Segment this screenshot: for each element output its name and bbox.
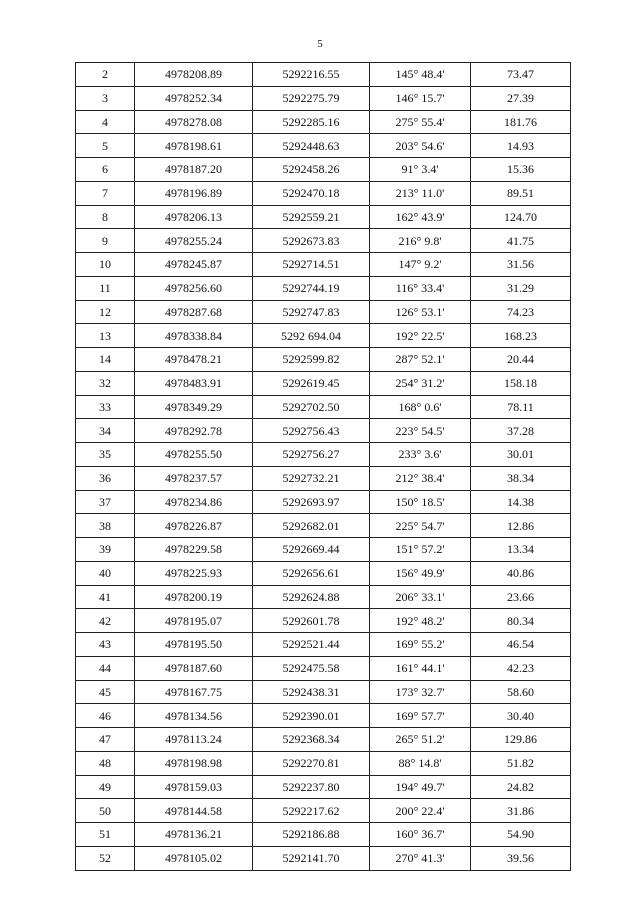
bearing-cell: 88° 14.8' — [370, 751, 471, 775]
distance-cell: 14.93 — [471, 134, 571, 158]
x-coordinate-cell: 4978187.60 — [135, 656, 253, 680]
distance-cell: 74.23 — [471, 300, 571, 324]
x-coordinate-cell: 4978159.03 — [135, 775, 253, 799]
y-coordinate-cell: 5292756.27 — [253, 443, 370, 467]
bearing-cell: 169° 57.7' — [370, 704, 471, 728]
point-number-cell: 49 — [76, 775, 135, 799]
x-coordinate-cell: 4978292.78 — [135, 419, 253, 443]
bearing-cell: 275° 55.4' — [370, 110, 471, 134]
bearing-cell: 160° 36.7' — [370, 823, 471, 847]
point-number-cell: 34 — [76, 419, 135, 443]
y-coordinate-cell: 5292624.88 — [253, 585, 370, 609]
distance-cell: 78.11 — [471, 395, 571, 419]
x-coordinate-cell: 4978198.98 — [135, 751, 253, 775]
bearing-cell: 168° 0.6' — [370, 395, 471, 419]
point-number-cell: 52 — [76, 846, 135, 870]
x-coordinate-cell: 4978195.50 — [135, 633, 253, 657]
y-coordinate-cell: 5292368.34 — [253, 728, 370, 752]
x-coordinate-cell: 4978105.02 — [135, 846, 253, 870]
y-coordinate-cell: 5292559.21 — [253, 205, 370, 229]
x-coordinate-cell: 4978198.61 — [135, 134, 253, 158]
bearing-cell: 161° 44.1' — [370, 656, 471, 680]
y-coordinate-cell: 5292141.70 — [253, 846, 370, 870]
distance-cell: 46.54 — [471, 633, 571, 657]
point-number-cell: 50 — [76, 799, 135, 823]
x-coordinate-cell: 4978206.13 — [135, 205, 253, 229]
point-number-cell: 38 — [76, 514, 135, 538]
point-number-cell: 8 — [76, 205, 135, 229]
table-row — [76, 229, 571, 253]
table-row — [76, 823, 571, 847]
distance-cell: 168.23 — [471, 324, 571, 348]
y-coordinate-cell: 5292656.61 — [253, 561, 370, 585]
bearing-cell: 146° 15.7' — [370, 86, 471, 110]
point-number-cell: 39 — [76, 538, 135, 562]
table-row — [76, 585, 571, 609]
point-number-cell: 40 — [76, 561, 135, 585]
point-number-cell: 36 — [76, 466, 135, 490]
distance-cell: 58.60 — [471, 680, 571, 704]
bearing-cell: 216° 9.8' — [370, 229, 471, 253]
x-coordinate-cell: 4978245.87 — [135, 253, 253, 277]
table-row — [76, 775, 571, 799]
table-row — [76, 656, 571, 680]
distance-cell: 73.47 — [471, 63, 571, 87]
point-number-cell: 14 — [76, 348, 135, 372]
distance-cell: 39.56 — [471, 846, 571, 870]
point-number-cell: 11 — [76, 276, 135, 300]
x-coordinate-cell: 4978255.50 — [135, 443, 253, 467]
bearing-cell: 223° 54.5' — [370, 419, 471, 443]
y-coordinate-cell: 5292217.62 — [253, 799, 370, 823]
y-coordinate-cell: 5292673.83 — [253, 229, 370, 253]
table-row — [76, 704, 571, 728]
table-row — [76, 86, 571, 110]
point-number-cell: 10 — [76, 253, 135, 277]
distance-cell: 20.44 — [471, 348, 571, 372]
table-row — [76, 63, 571, 87]
x-coordinate-cell: 4978113.24 — [135, 728, 253, 752]
table-row — [76, 205, 571, 229]
y-coordinate-cell: 5292732.21 — [253, 466, 370, 490]
bearing-cell: 169° 55.2' — [370, 633, 471, 657]
bearing-cell: 270° 41.3' — [370, 846, 471, 870]
x-coordinate-cell: 4978237.57 — [135, 466, 253, 490]
table-row — [76, 846, 571, 870]
table-row — [76, 799, 571, 823]
bearing-cell: 91° 3.4' — [370, 158, 471, 182]
bearing-cell: 145° 48.4' — [370, 63, 471, 87]
bearing-cell: 194° 49.7' — [370, 775, 471, 799]
y-coordinate-cell: 5292470.18 — [253, 181, 370, 205]
bearing-cell: 233° 3.6' — [370, 443, 471, 467]
bearing-cell: 203° 54.6' — [370, 134, 471, 158]
distance-cell: 24.82 — [471, 775, 571, 799]
bearing-cell: 126° 53.1' — [370, 300, 471, 324]
table-row — [76, 276, 571, 300]
point-number-cell: 5 — [76, 134, 135, 158]
page-number: 5 — [317, 38, 323, 50]
x-coordinate-cell: 4978200.19 — [135, 585, 253, 609]
y-coordinate-cell: 5292682.01 — [253, 514, 370, 538]
distance-cell: 31.86 — [471, 799, 571, 823]
y-coordinate-cell: 5292 694.04 — [253, 324, 370, 348]
bearing-cell: 254° 31.2' — [370, 371, 471, 395]
point-number-cell: 9 — [76, 229, 135, 253]
table-row — [76, 466, 571, 490]
distance-cell: 23.66 — [471, 585, 571, 609]
distance-cell: 13.34 — [471, 538, 571, 562]
y-coordinate-cell: 5292438.31 — [253, 680, 370, 704]
y-coordinate-cell: 5292619.45 — [253, 371, 370, 395]
y-coordinate-cell: 5292448.63 — [253, 134, 370, 158]
table-row — [76, 134, 571, 158]
distance-cell: 181.76 — [471, 110, 571, 134]
distance-cell: 27.39 — [471, 86, 571, 110]
x-coordinate-cell: 4978208.89 — [135, 63, 253, 87]
distance-cell: 80.34 — [471, 609, 571, 633]
x-coordinate-cell: 4978229.58 — [135, 538, 253, 562]
y-coordinate-cell: 5292458.26 — [253, 158, 370, 182]
y-coordinate-cell: 5292599.82 — [253, 348, 370, 372]
bearing-cell: 147° 9.2' — [370, 253, 471, 277]
point-number-cell: 47 — [76, 728, 135, 752]
table-row — [76, 728, 571, 752]
point-number-cell: 4 — [76, 110, 135, 134]
y-coordinate-cell: 5292756.43 — [253, 419, 370, 443]
bearing-cell: 287° 52.1' — [370, 348, 471, 372]
point-number-cell: 12 — [76, 300, 135, 324]
point-number-cell: 43 — [76, 633, 135, 657]
table-row — [76, 395, 571, 419]
point-number-cell: 2 — [76, 63, 135, 87]
x-coordinate-cell: 4978478.21 — [135, 348, 253, 372]
x-coordinate-cell: 4978278.08 — [135, 110, 253, 134]
distance-cell: 38.34 — [471, 466, 571, 490]
x-coordinate-cell: 4978195.07 — [135, 609, 253, 633]
x-coordinate-cell: 4978483.91 — [135, 371, 253, 395]
table-row — [76, 561, 571, 585]
y-coordinate-cell: 5292275.79 — [253, 86, 370, 110]
table-row — [76, 371, 571, 395]
bearing-cell: 150° 18.5' — [370, 490, 471, 514]
x-coordinate-cell: 4978134.56 — [135, 704, 253, 728]
y-coordinate-cell: 5292669.44 — [253, 538, 370, 562]
table-row — [76, 348, 571, 372]
point-number-cell: 37 — [76, 490, 135, 514]
table-row — [76, 538, 571, 562]
distance-cell: 37.28 — [471, 419, 571, 443]
y-coordinate-cell: 5292270.81 — [253, 751, 370, 775]
point-number-cell: 45 — [76, 680, 135, 704]
x-coordinate-cell: 4978287.68 — [135, 300, 253, 324]
x-coordinate-cell: 4978136.21 — [135, 823, 253, 847]
distance-cell: 40.86 — [471, 561, 571, 585]
table-row — [76, 158, 571, 182]
bearing-cell: 162° 43.9' — [370, 205, 471, 229]
y-coordinate-cell: 5292237.80 — [253, 775, 370, 799]
point-number-cell: 7 — [76, 181, 135, 205]
table-row — [76, 324, 571, 348]
distance-cell: 89.51 — [471, 181, 571, 205]
y-coordinate-cell: 5292702.50 — [253, 395, 370, 419]
bearing-cell: 116° 33.4' — [370, 276, 471, 300]
table-row — [76, 110, 571, 134]
point-number-cell: 35 — [76, 443, 135, 467]
table-row — [76, 490, 571, 514]
point-number-cell: 48 — [76, 751, 135, 775]
point-number-cell: 13 — [76, 324, 135, 348]
point-number-cell: 32 — [76, 371, 135, 395]
point-number-cell: 42 — [76, 609, 135, 633]
point-number-cell: 46 — [76, 704, 135, 728]
distance-cell: 12.86 — [471, 514, 571, 538]
bearing-cell: 265° 51.2' — [370, 728, 471, 752]
x-coordinate-cell: 4978144.58 — [135, 799, 253, 823]
y-coordinate-cell: 5292693.97 — [253, 490, 370, 514]
point-number-cell: 3 — [76, 86, 135, 110]
table-row — [76, 680, 571, 704]
distance-cell: 51.82 — [471, 751, 571, 775]
y-coordinate-cell: 5292285.16 — [253, 110, 370, 134]
x-coordinate-cell: 4978226.87 — [135, 514, 253, 538]
x-coordinate-cell: 4978252.34 — [135, 86, 253, 110]
x-coordinate-cell: 4978255.24 — [135, 229, 253, 253]
bearing-cell: 192° 22.5' — [370, 324, 471, 348]
table-row — [76, 419, 571, 443]
bearing-cell: 213° 11.0' — [370, 181, 471, 205]
y-coordinate-cell: 5292601.78 — [253, 609, 370, 633]
x-coordinate-cell: 4978256.60 — [135, 276, 253, 300]
bearing-cell: 151° 57.2' — [370, 538, 471, 562]
point-number-cell: 51 — [76, 823, 135, 847]
distance-cell: 30.40 — [471, 704, 571, 728]
distance-cell: 14.38 — [471, 490, 571, 514]
table-row — [76, 514, 571, 538]
bearing-cell: 173° 32.7' — [370, 680, 471, 704]
bearing-cell: 156° 49.9' — [370, 561, 471, 585]
distance-cell: 15.36 — [471, 158, 571, 182]
table-row — [76, 181, 571, 205]
bearing-cell: 206° 33.1' — [370, 585, 471, 609]
distance-cell: 30.01 — [471, 443, 571, 467]
point-number-cell: 41 — [76, 585, 135, 609]
distance-cell: 31.56 — [471, 253, 571, 277]
table-row — [76, 609, 571, 633]
distance-cell: 54.90 — [471, 823, 571, 847]
y-coordinate-cell: 5292714.51 — [253, 253, 370, 277]
point-number-cell: 44 — [76, 656, 135, 680]
x-coordinate-cell: 4978196.89 — [135, 181, 253, 205]
distance-cell: 158.18 — [471, 371, 571, 395]
x-coordinate-cell: 4978234.86 — [135, 490, 253, 514]
bearing-cell: 200° 22.4' — [370, 799, 471, 823]
table-row — [76, 633, 571, 657]
y-coordinate-cell: 5292521.44 — [253, 633, 370, 657]
distance-cell: 129.86 — [471, 728, 571, 752]
x-coordinate-cell: 4978187.20 — [135, 158, 253, 182]
point-number-cell: 6 — [76, 158, 135, 182]
x-coordinate-cell: 4978349.29 — [135, 395, 253, 419]
y-coordinate-cell: 5292747.83 — [253, 300, 370, 324]
bearing-cell: 192° 48.2' — [370, 609, 471, 633]
x-coordinate-cell: 4978225.93 — [135, 561, 253, 585]
distance-cell: 31.29 — [471, 276, 571, 300]
y-coordinate-cell: 5292216.55 — [253, 63, 370, 87]
table-row — [76, 443, 571, 467]
y-coordinate-cell: 5292475.58 — [253, 656, 370, 680]
x-coordinate-cell: 4978338.84 — [135, 324, 253, 348]
distance-cell: 41.75 — [471, 229, 571, 253]
y-coordinate-cell: 5292390.01 — [253, 704, 370, 728]
bearing-cell: 225° 54.7' — [370, 514, 471, 538]
bearing-cell: 212° 38.4' — [370, 466, 471, 490]
table-row — [76, 300, 571, 324]
table-row — [76, 253, 571, 277]
table-row — [76, 751, 571, 775]
coordinates-table-body — [76, 63, 571, 871]
distance-cell: 42.23 — [471, 656, 571, 680]
coordinates-table — [75, 62, 571, 871]
x-coordinate-cell: 4978167.75 — [135, 680, 253, 704]
y-coordinate-cell: 5292744.19 — [253, 276, 370, 300]
point-number-cell: 33 — [76, 395, 135, 419]
y-coordinate-cell: 5292186.88 — [253, 823, 370, 847]
distance-cell: 124.70 — [471, 205, 571, 229]
